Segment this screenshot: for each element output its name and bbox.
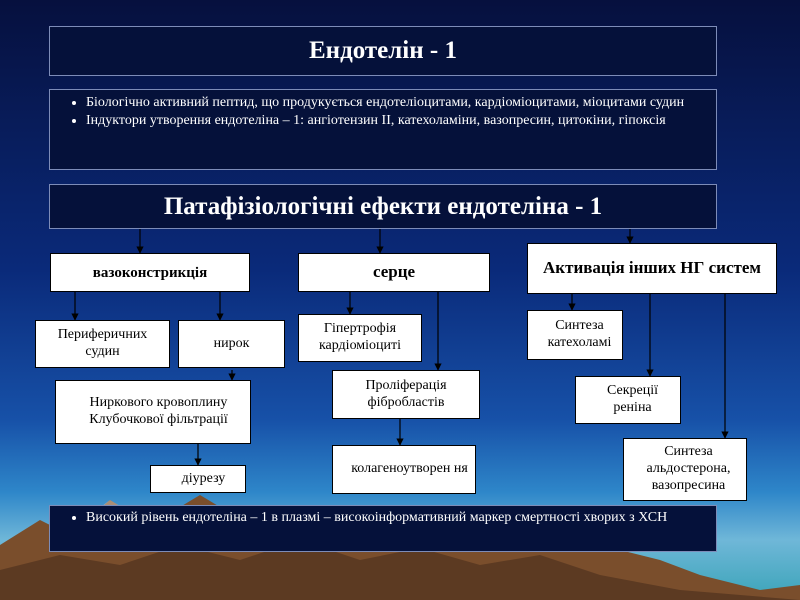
section-heading: Патафізіологічні ефекти ендотеліна - 1 [49,184,717,229]
diuresis-box: діурезу [150,465,246,493]
intro-bullet-2: • Індуктори утворення ендотеліна – 1: ангіотензин ІІ, катехоламіни, вазопресин, цитокіни, гіпоксія [86,112,708,130]
proliferation-box: Проліферація фібробластів [332,370,480,419]
collagen-box: колагеноутворен ня [332,445,476,494]
catecholamine-box: Синтеза катехоламі [527,310,623,360]
kidney-box: нирок [178,320,285,368]
vasoconstriction-box: вазоконстрикція [50,253,250,292]
hypertrophy-box: Гіпертрофія кардіоміоциті [298,314,422,362]
peripheral-vessels-box: Периферичних судин [35,320,170,368]
bottom-note [49,505,717,552]
heart-box: серце [298,253,490,292]
renal-flow-box: Ниркового кровоплину Клубочкової фільтрації [55,380,251,444]
bottom-bullet: • Високий рівень ендотеліна – 1 в плазмі – високоінформативний маркер смертності хворих з ХСН [86,509,708,527]
intro-bullet-1: • Біологічно активний пептид, що продукується ендотеліоцитами, кардіоміоцитами, міоцитами судин [86,94,708,112]
intro-bullets [49,89,717,170]
page-title: Ендотелін - 1 [49,26,717,76]
ng-activation-box: Активація інших НГ систем [527,243,777,294]
aldosterone-box: Синтеза альдостерона, вазопресина [623,438,747,501]
renin-box: Секреції реніна [575,376,681,424]
